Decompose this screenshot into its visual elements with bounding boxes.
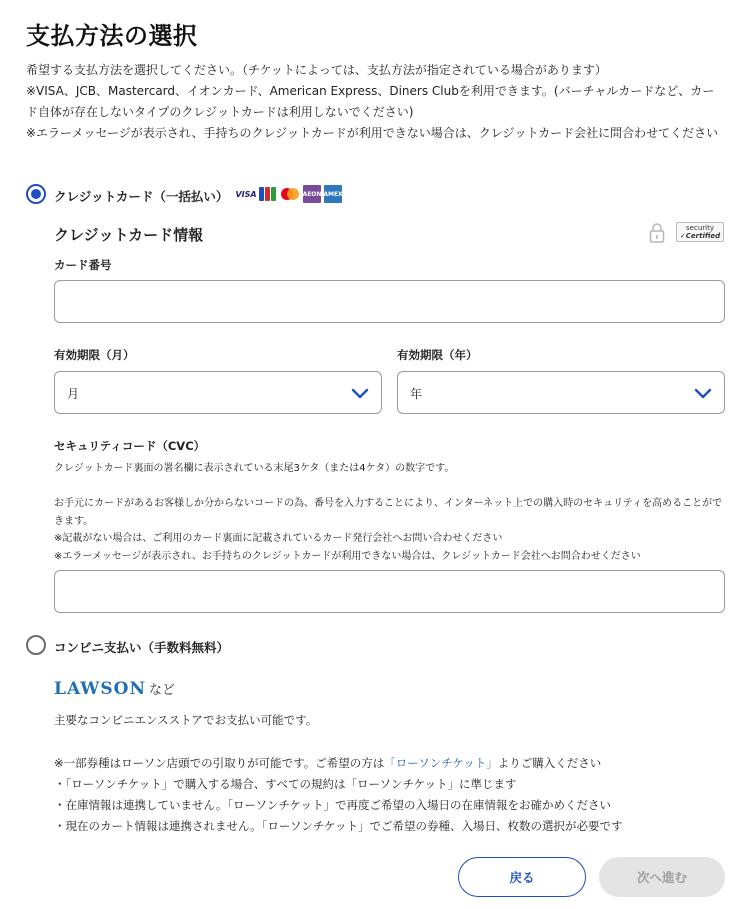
credit-card-radio[interactable] — [26, 184, 46, 204]
intro-text — [26, 60, 720, 144]
seal-line-1: security — [686, 224, 714, 232]
card-brand-logos — [236, 185, 342, 203]
lock-icon — [649, 222, 665, 244]
note1-suffix: よりご購入ください — [497, 756, 602, 770]
amex-logo-icon: AMEX — [324, 185, 342, 203]
cvc-desc-line-1: クレジットカード裏面の署名欄に表示されている末尾3ケタ（または4ケタ）の数字です。 — [54, 463, 455, 474]
convenience-notes — [54, 753, 734, 837]
convenience-store-radio[interactable] — [26, 635, 46, 655]
convenience-note-3: ・在庫情報は連携していません。「ローソンチケット」で再度ご希望の入場日の在庫情報をお確かめください — [54, 798, 611, 812]
expiry-year-select[interactable] — [397, 371, 725, 414]
cvc-desc-spacer — [54, 478, 724, 496]
cvc-label: セキュリティコード（CVC） — [54, 439, 206, 453]
cvc-desc-line-5: ※エラーメッセージが表示され、お手持ちのクレジットカードが利用できない場合は、クレジットカード会社へお問合わせください — [54, 550, 641, 562]
convenience-note-4: ・現在のカート情報は連携されません。「ローソンチケット」でご希望の券種、入場日、枚数の選択が必要です — [54, 819, 623, 833]
jcb-logo-icon — [259, 185, 277, 203]
chevron-down-icon — [351, 385, 369, 401]
cvc-description — [54, 460, 724, 565]
security-certified-seal — [676, 222, 724, 242]
credit-card-info-title: クレジットカード情報 — [54, 226, 204, 244]
expiry-month-label: 有効期限（月） — [54, 348, 135, 362]
expiry-month-select[interactable] — [54, 371, 382, 414]
intro-line-2: ※VISA、JCB、Mastercard、イオンカード、American Express、Diners Clubを利用できます。(バーチャルカードなど、カード自体が存在しないタイプのクレジットカードは利用しないでください) — [26, 84, 715, 119]
convenience-store-option-label[interactable]: コンビニ支払い（手数料無料） — [54, 640, 230, 655]
expiry-year-label: 有効期限（年） — [397, 348, 478, 362]
page-title: 支払方法の選択 — [26, 22, 198, 50]
convenience-note-2: ・「ローソンチケット」で購入する場合、すべての規約は「ローソンチケット」に準じます — [54, 777, 517, 791]
lawson-logo-text: LAWSON — [54, 679, 147, 699]
expiry-month-value: 月 — [67, 387, 80, 401]
cvc-desc-line-3: お手元にカードがあるお客様しか分からないコードの為、番号を入力することにより、インターネット上での購入時のセキュリティを高めることができます。 — [54, 498, 723, 527]
seal-line-2: ✓Certified — [679, 232, 721, 240]
lawson-ticket-link[interactable]: 「ローソンチケット」 — [384, 756, 498, 770]
card-number-label: カード番号 — [54, 258, 112, 272]
cvc-desc-line-4: ※記載がない場合は、ご利用のカード裏面に記載されているカード発行会社へお問い合わせください — [54, 533, 503, 544]
back-button[interactable]: 戻る — [458, 857, 586, 897]
intro-line-3: ※エラーメッセージが表示され、手持ちのクレジットカードが利用できない場合は、クレジットカード会社に問合わせてください — [26, 126, 719, 140]
aeon-card-logo-icon: AEON — [303, 185, 321, 203]
next-button[interactable]: 次へ進む — [599, 857, 725, 897]
lawson-logo-suffix: など — [149, 683, 176, 698]
lawson-logo — [54, 679, 175, 699]
chevron-down-icon — [694, 385, 712, 401]
visa-logo-icon: VISA — [235, 189, 257, 199]
intro-line-1: 希望する支払方法を選択してください。（チケットによっては、支払方法が指定されている場合があります） — [26, 63, 607, 77]
convenience-description: 主要なコンビニエンスストアでお支払い可能です。 — [54, 713, 318, 727]
cvc-input[interactable] — [54, 570, 725, 613]
expiry-year-value: 年 — [410, 387, 423, 401]
convenience-note-1 — [54, 753, 734, 774]
credit-card-option-label[interactable]: クレジットカード（一括払い） — [54, 189, 229, 204]
mastercard-logo-icon — [280, 185, 300, 203]
note1-prefix: ※一部券種はローソン店頭での引取りが可能です。ご希望の方は — [54, 756, 385, 770]
card-number-input[interactable] — [54, 280, 725, 323]
